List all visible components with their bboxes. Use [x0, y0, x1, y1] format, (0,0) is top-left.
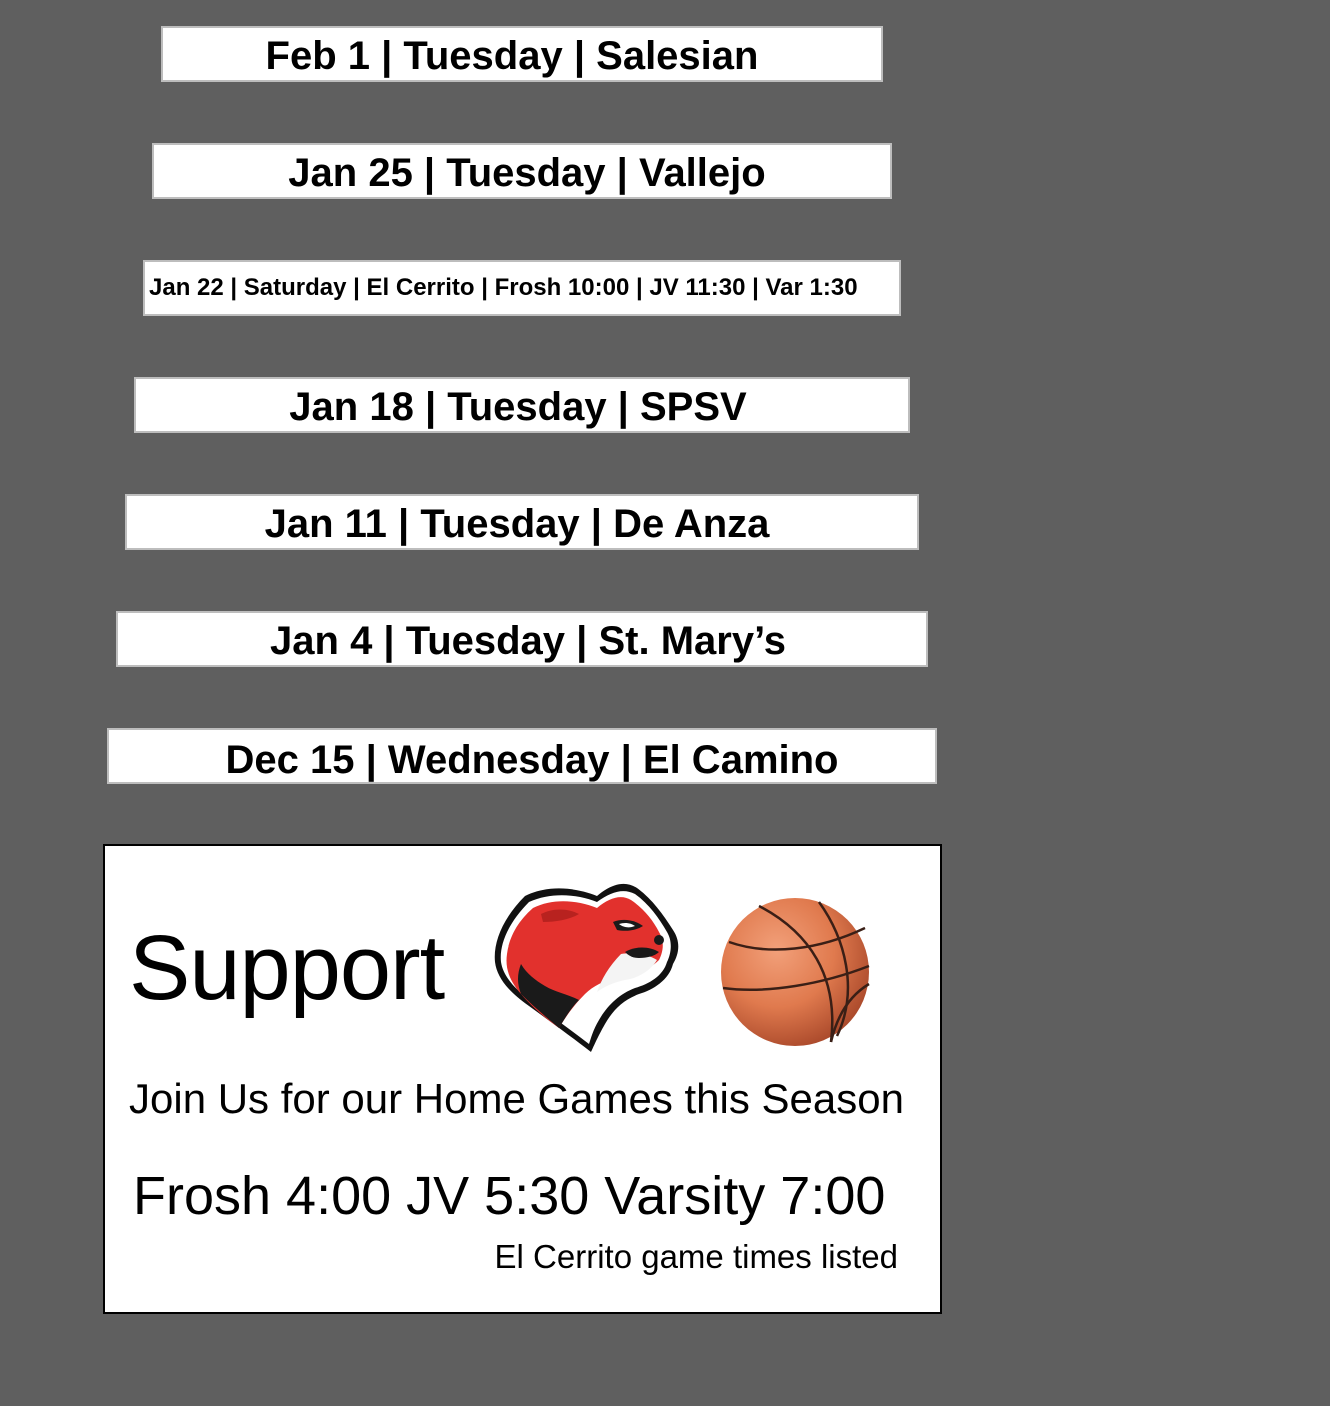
game-banner-label: Jan 25 | Tuesday | Vallejo	[288, 151, 766, 195]
poster-note: El Cerrito game times listed	[494, 1238, 898, 1275]
game-banner-jan-25	[152, 143, 892, 199]
game-banner-label: Jan 18 | Tuesday | SPSV	[289, 385, 747, 429]
game-banner-label: Jan 11 | Tuesday | De Anza	[264, 502, 770, 546]
game-banner-label: Feb 1 | Tuesday | Salesian	[265, 34, 759, 78]
game-banner-label: Jan 4 | Tuesday | St. Mary’s	[270, 619, 786, 663]
basketball-icon	[719, 896, 871, 1048]
game-banner-dec-15	[107, 728, 937, 784]
game-banner-jan-22	[143, 260, 901, 316]
poster-invite: Join Us for our Home Games this Season	[129, 1075, 904, 1122]
game-banner-label: Dec 15 | Wednesday | El Camino	[225, 738, 839, 782]
game-banner-jan-4	[116, 611, 928, 667]
game-banner-feb-1	[161, 26, 883, 82]
game-banner-jan-18	[134, 377, 910, 433]
game-banner-label: Jan 22 | Saturday | El Cerrito | Frosh 10:00 | JV 11:30 | Var 1:30	[149, 274, 858, 301]
cougar-mascot-icon	[493, 882, 683, 1054]
poster-game-times: Frosh 4:00 JV 5:30 Varsity 7:00	[133, 1166, 886, 1226]
poster-heading: Support	[129, 917, 445, 1019]
game-banner-jan-11	[125, 494, 919, 550]
support-poster	[103, 844, 942, 1314]
